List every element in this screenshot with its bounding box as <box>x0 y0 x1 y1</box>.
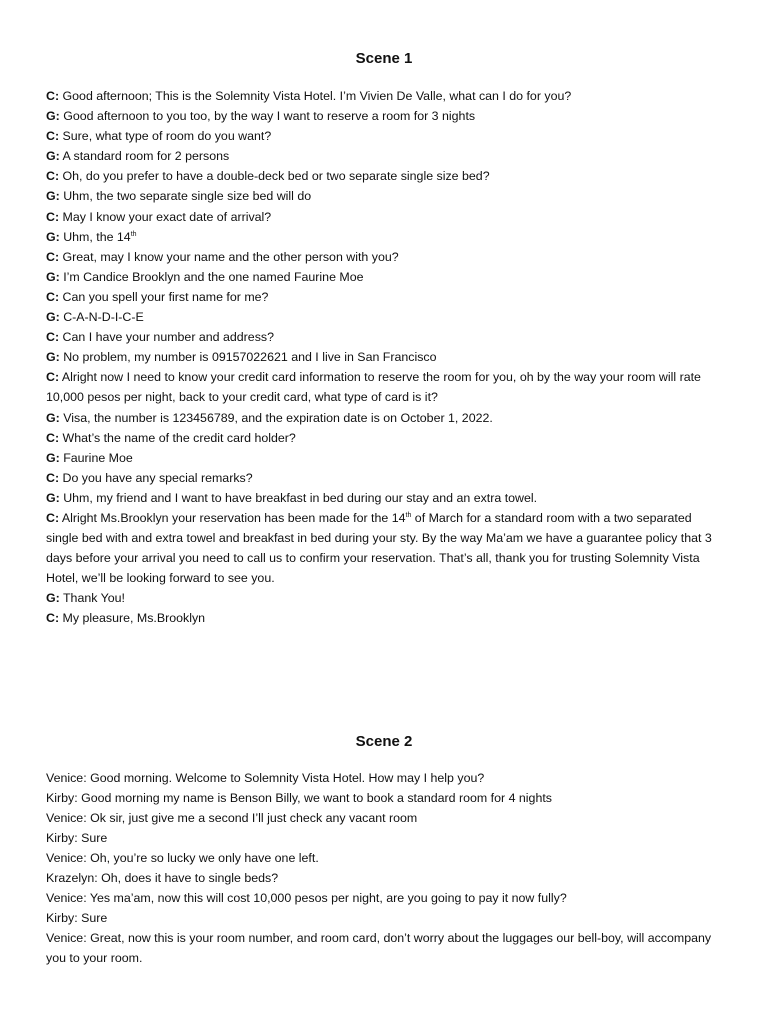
line-text-continued: of March for a standard room with a two separated single bed with and extra towel and breakfast in bed during your sty. By the way Ma’am we have a guarantee policy that 3 days before your arrival you need to call us to confirm your reservation. That’s all, thank you for trusting Solemnity Vista Hotel, we’ll be looking forward to see you. <box>46 510 712 586</box>
speaker-label: G: <box>46 490 60 505</box>
line-text: No problem, my number is 09157022621 and I live in San Francisco <box>59 350 437 365</box>
line-text: Oh, do you prefer to have a double-deck bed or two separate single size bed? <box>59 169 490 184</box>
speaker-label: C: <box>46 370 60 385</box>
dialogue-line <box>46 788 722 808</box>
dialogue-line <box>46 468 722 488</box>
speaker-label: Kirby: <box>46 911 78 926</box>
dialogue-line <box>46 207 722 227</box>
speaker-label: G: <box>46 310 60 325</box>
speaker-label: G: <box>46 189 60 204</box>
ordinal-suffix: th <box>130 230 137 238</box>
speaker-label: G: <box>46 350 60 365</box>
line-text: Visa, the number is 123456789, and the expiration date is on October 1, 2022. <box>59 410 493 425</box>
dialogue-line <box>46 146 722 166</box>
speaker-label: C: <box>46 249 60 264</box>
speaker-label: Venice: <box>46 850 87 865</box>
line-text: Good afternoon; This is the Solemnity Vista Hotel. I’m Vivien De Valle, what can I do for you? <box>59 89 572 103</box>
speaker-label: Venice: <box>46 931 87 946</box>
dialogue-line <box>46 488 722 508</box>
speaker-label: C: <box>46 470 60 485</box>
dialogue-line <box>46 768 722 788</box>
line-text: Good morning my name is Benson Billy, we want to book a standard room for 4 nights <box>77 790 552 805</box>
line-text: Sure <box>77 911 108 926</box>
speaker-label: C: <box>46 129 60 144</box>
speaker-label: Venice: <box>46 770 87 785</box>
dialogue-line <box>46 267 722 287</box>
line-text: What’s the name of the credit card holder? <box>59 430 296 445</box>
speaker-label: G: <box>46 269 60 284</box>
dialogue-line <box>46 166 722 186</box>
dialogue-line <box>46 186 722 206</box>
speaker-label: G: <box>46 591 60 606</box>
line-text: Do you have any special remarks? <box>59 470 253 485</box>
dialogue-line <box>46 86 722 106</box>
line-text: Uhm, the two separate single size bed will do <box>59 189 312 204</box>
dialogue-line <box>46 347 722 367</box>
speaker-label: C: <box>46 209 60 224</box>
dialogue-line <box>46 508 722 588</box>
dialogue-line <box>46 928 722 968</box>
speaker-label: Venice: <box>46 891 87 906</box>
dialogue-line <box>46 828 722 848</box>
speaker-label: C: <box>46 289 60 304</box>
line-text: Uhm, my friend and I want to have breakfast in bed during our stay and an extra towel. <box>59 490 538 505</box>
dialogue-line <box>46 106 722 126</box>
ordinal-suffix: th <box>405 511 412 519</box>
dialogue-line <box>46 588 722 608</box>
dialogue-line <box>46 448 722 468</box>
dialogue-line <box>46 367 722 407</box>
line-text: Great, may I know your name and the other person with you? <box>59 249 399 264</box>
dialogue-line <box>46 126 722 146</box>
dialogue-line <box>46 868 722 888</box>
line-text: I’m Candice Brooklyn and the one named Faurine Moe <box>59 269 364 284</box>
dialogue-line <box>46 608 722 628</box>
line-text: Thank You! <box>59 591 125 606</box>
dialogue-line <box>46 888 722 908</box>
dialogue-line <box>46 227 722 247</box>
speaker-label: G: <box>46 450 60 465</box>
speaker-label: G: <box>46 410 60 425</box>
line-text: Uhm, the 14 <box>59 229 131 244</box>
line-text: Ok sir, just give me a second I’ll just check any vacant room <box>86 810 418 825</box>
dialogue-line <box>46 848 722 868</box>
line-text: Oh, you’re so lucky we only have one left. <box>86 850 319 865</box>
line-text: Alright Ms.Brooklyn your reservation has been made for the 14 <box>59 510 406 525</box>
scene-2-dialogue <box>46 768 722 969</box>
line-text: Good morning. Welcome to Solemnity Vista Hotel. How may I help you? <box>86 770 485 785</box>
line-text: May I know your exact date of arrival? <box>59 209 272 224</box>
dialogue-line <box>46 428 722 448</box>
line-text: Yes ma’am, now this will cost 10,000 pesos per night, are you going to pay it now fully? <box>86 891 567 906</box>
scene-2-title: Scene 2 <box>355 732 413 750</box>
dialogue-line <box>46 908 722 928</box>
line-text: Can you spell your first name for me? <box>59 289 269 304</box>
dialogue-line <box>46 307 722 327</box>
speaker-label: C: <box>46 611 60 626</box>
dialogue-line <box>46 287 722 307</box>
line-text: Sure, what type of room do you want? <box>59 129 272 144</box>
line-text: Faurine Moe <box>59 450 133 465</box>
speaker-label: C: <box>46 89 60 103</box>
speaker-label: G: <box>46 149 60 164</box>
speaker-label: C: <box>46 169 60 184</box>
speaker-label: C: <box>46 430 60 445</box>
line-text: Alright now I need to know your credit card information to reserve the room for you, oh by the way your room will rate 10,000 pesos per night, back to your credit card, what type of card is it? <box>46 370 701 405</box>
scene-1-title: Scene 1 <box>355 50 413 67</box>
line-text: Sure <box>77 830 108 845</box>
line-text: Oh, does it have to single beds? <box>97 871 279 885</box>
speaker-label: G: <box>46 109 60 124</box>
dialogue-line <box>46 408 722 428</box>
speaker-label: G: <box>46 229 60 244</box>
line-text: My pleasure, Ms.Brooklyn <box>59 611 206 626</box>
dialogue-line <box>46 327 722 347</box>
dialogue-line <box>46 247 722 267</box>
line-text: Great, now this is your room number, and room card, don’t worry about the luggages our bell-boy, will accompany you to your room. <box>46 931 712 966</box>
speaker-label: C: <box>46 330 60 345</box>
speaker-label: Venice: <box>46 810 87 825</box>
speaker-label: Krazelyn: <box>46 871 98 885</box>
line-text: A standard room for 2 persons <box>59 149 230 164</box>
speaker-label: Kirby: <box>46 830 78 845</box>
line-text: Good afternoon to you too, by the way I want to reserve a room for 3 nights <box>59 109 476 124</box>
line-text: Can I have your number and address? <box>59 330 274 345</box>
line-text: C-A-N-D-I-C-E <box>59 310 144 325</box>
speaker-label: Kirby: <box>46 790 78 805</box>
speaker-label: C: <box>46 510 60 525</box>
dialogue-line <box>46 808 722 828</box>
scene-1-dialogue <box>46 86 722 629</box>
